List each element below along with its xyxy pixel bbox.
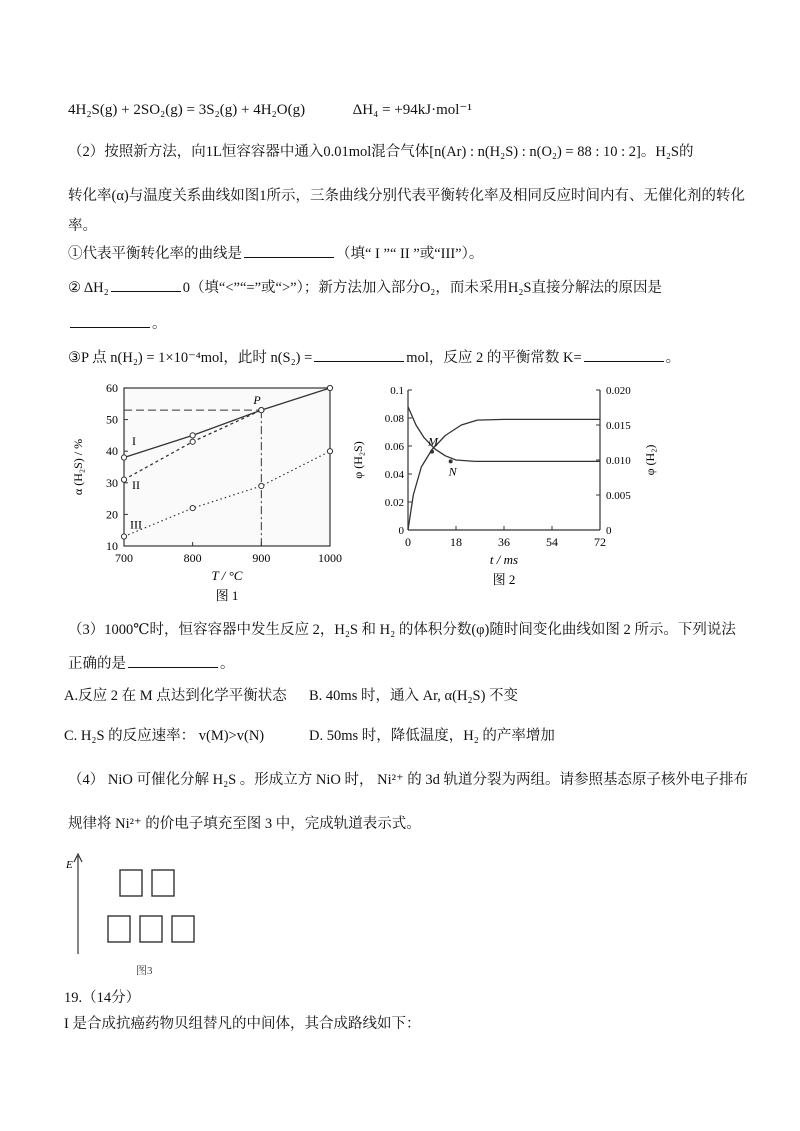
q3-b-text: 正确的是 — [68, 656, 126, 672]
q2-sub2-line2 — [68, 312, 760, 333]
q2-sub2-a: ② ΔH₂ — [68, 280, 109, 296]
q2-sub3-b: mol，反应 2 的平衡常数 K= — [406, 350, 582, 366]
x-tick-label: 0 — [405, 535, 411, 549]
point-label-m: M — [428, 434, 438, 449]
orbital-box-t2g-1[interactable] — [108, 916, 130, 942]
data-point — [259, 408, 264, 413]
y-tick-label: 30 — [106, 475, 118, 490]
option-a: A.反应 2 在 M 点达到化学平衡状态 — [64, 688, 287, 704]
orbital-box-eg-1[interactable] — [120, 870, 142, 896]
answer-blank-4[interactable] — [314, 347, 404, 362]
point-marker-m — [430, 450, 434, 454]
x-tick-label: 800 — [183, 551, 202, 565]
x-tick-label: 54 — [546, 535, 558, 549]
figure-3 — [64, 850, 214, 980]
answer-blank-1[interactable] — [244, 243, 334, 258]
orbital-box-eg-2[interactable] — [152, 870, 174, 896]
q19-head: 19.（14分） — [64, 990, 141, 1006]
y-tick-label: 50 — [106, 412, 118, 427]
series-label-3: III — [130, 517, 142, 532]
q3-b — [68, 652, 760, 673]
x-axis-label: T / °C — [211, 568, 243, 583]
answer-blank-6[interactable] — [128, 653, 218, 668]
figure-2-caption: 图 2 — [492, 572, 516, 587]
q2-sub1-tail: （填“ I ”“ II ”或“III”）。 — [336, 246, 484, 262]
q2-sub3-end: 。 — [665, 350, 681, 366]
figure-3-caption: 图3 — [136, 965, 153, 977]
data-point — [190, 439, 195, 444]
orbital-box-t2g-3[interactable] — [172, 916, 194, 942]
figure-1-caption: 图 1 — [215, 588, 239, 603]
q2-sub3-a: ③P 点 n(H₂) = 1×10⁻⁴mol，此时 n(S₂) = — [68, 350, 313, 366]
q2-sub2-end: 。 — [152, 316, 167, 332]
q3-options-1 — [64, 684, 760, 705]
y-tick-label: 60 — [106, 381, 118, 395]
q2-sub1 — [68, 242, 760, 263]
data-point — [327, 385, 332, 390]
option-b: B. 40ms 时，通入 Ar, α(H₂S) 不变 — [309, 688, 519, 704]
data-point — [121, 455, 126, 460]
plot-frame — [124, 388, 330, 546]
answer-blank-5[interactable] — [584, 347, 664, 362]
q2-intro-a: （2）按照新方法，向1L恒容容器中通入0.01mol混合气体[n(Ar) : n(H₂S) : n(O₂) = 88 : 10 : 2]。H₂S的 — [68, 144, 694, 160]
answer-blank-2[interactable] — [111, 277, 181, 292]
data-point — [190, 433, 195, 438]
option-c: C. H₂S 的反应速率： v(M)>v(N) — [64, 728, 265, 744]
equation-lhs: 4H₂S(g) + 2SO₂(g) = 3S₂(g) + 4H₂O(g) — [68, 102, 306, 118]
q3-options-2 — [64, 724, 760, 745]
energy-axis-label: E — [66, 859, 73, 871]
q2-sub2-b: 0（填“<”“=”或“>”）；新方法加入部分O₂，而未采用H₂S直接分解法的原因是 — [182, 280, 662, 296]
q19-body: I 是合成抗癌药物贝组替凡的中间体，其合成路线如下： — [64, 1016, 421, 1032]
y-left-tick-label: 0.1 — [390, 385, 404, 397]
data-point — [190, 505, 195, 510]
y-left-tick-label: 0.08 — [384, 413, 404, 425]
q2-sub1-text: ①代表平衡转化率的曲线是 — [68, 246, 242, 262]
y-tick-label: 10 — [106, 539, 118, 553]
x-tick-label: 18 — [450, 535, 462, 549]
y-right-tick-label: 0.005 — [606, 490, 631, 502]
q4-b: 规律将 Ni²⁺ 的价电子填充至图 3 中，完成轨道表示式。 — [68, 816, 421, 832]
x-tick-label: 700 — [115, 551, 133, 565]
y-left-tick-label: 0 — [398, 525, 404, 537]
y-right-tick-label: 0.015 — [606, 420, 631, 432]
orbital-box-t2g-2[interactable] — [140, 916, 162, 942]
y-left-axis-label: φ (H₂S) — [351, 441, 365, 479]
data-point — [121, 477, 126, 482]
equation-dh: ΔH₄ = +94kJ·mol⁻¹ — [352, 102, 472, 118]
data-point — [327, 449, 332, 454]
q4-a: （4） NiO 可催化分解 H₂S 。形成立方 NiO 时， Ni²⁺ 的 3d 轨道分裂为两组。请参照基态原子核外电子排布 — [68, 772, 749, 788]
orbital-diagram — [64, 850, 214, 980]
data-point — [259, 483, 264, 488]
x-tick-label: 900 — [252, 551, 271, 565]
y-left-tick-label: 0.06 — [384, 441, 404, 453]
y-right-tick-label: 0.020 — [606, 385, 631, 397]
q2-intro-b: 转化率(α)与温度关系曲线如图1所示，三条曲线分别代表平衡转化率及相同反应时间内有、无催化剂的转化 — [68, 188, 745, 204]
equation-line — [68, 100, 760, 119]
q2-sub2 — [68, 276, 760, 297]
y-axis-label: α (H₂S) / % — [71, 438, 85, 496]
data-point — [121, 534, 126, 539]
q3-a: （3）1000℃时，恒容容器中发生反应 2，H₂S 和 H₂ 的体积分数(φ)随时间变化曲线如图 2 所示。下列说法 — [68, 622, 736, 638]
y-right-tick-label: 0 — [606, 525, 612, 537]
point-label-n: N — [448, 464, 457, 479]
q2-sub3 — [68, 346, 760, 367]
q2-intro-c: 率。 — [68, 218, 97, 234]
answer-blank-3[interactable] — [70, 313, 150, 328]
series-label-1: I — [132, 433, 136, 448]
point-marker-n — [449, 459, 453, 463]
y-right-axis-label: φ (H₂) — [643, 444, 657, 476]
x-tick-label: 1000 — [318, 551, 342, 565]
figure-2-chart — [351, 378, 718, 600]
y-tick-label: 20 — [106, 507, 118, 522]
figure-2 — [351, 378, 718, 600]
series-label-2: II — [132, 478, 140, 493]
x-tick-label: 72 — [594, 535, 606, 549]
y-left-tick-label: 0.02 — [384, 497, 404, 509]
point-p-label: P — [253, 393, 261, 408]
option-d: D. 50ms 时，降低温度，H₂ 的产率增加 — [309, 728, 555, 744]
figure-1 — [62, 378, 362, 603]
x-tick-label: 36 — [498, 535, 510, 549]
y-right-tick-label: 0.010 — [606, 455, 631, 467]
figure-1-chart — [62, 378, 362, 603]
x-axis-label: t / ms — [489, 552, 519, 567]
y-left-tick-label: 0.04 — [384, 469, 404, 481]
y-tick-label: 40 — [106, 444, 118, 459]
q3-b-end: 。 — [220, 656, 235, 672]
